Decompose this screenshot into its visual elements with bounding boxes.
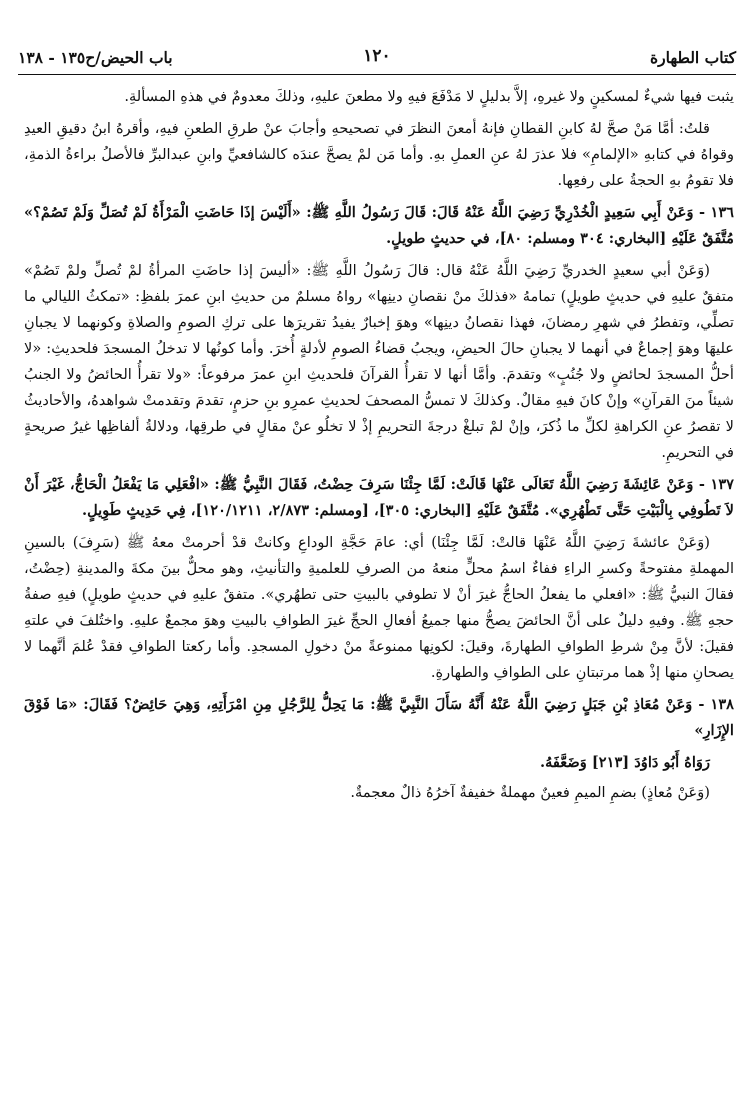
- hadith-text: وَعَنْ أَبِي سَعِيدٍ الْخُدْرِيِّ رَضِيَ اللَّهُ عَنْهُ قَالَ: قَالَ رَسُولُ اللَّهِ ﷺ: «أَلَيْسَ إذَا حَاضَتِ الْمَرْأَةُ لَمْ تُصَلِّ وَلَمْ تَصُمْ؟» مُتَّفَقٌ عَلَيْهِ [البخاري: ٣٠٤ ومسلم: ٨٠]، في حديثٍ طويلٍ.: [24, 204, 734, 247]
- hadith-number: ١٣٨ -: [698, 696, 734, 713]
- hadith-number: ١٣٦ -: [698, 204, 734, 221]
- paragraph-text: يثبت فيها شيءٌ لمسكينٍ ولا غيرهِ، إلاَّ بدليلٍ لا مَدْفَعَ فيهِ ولا مطعنَ عليهِ، وذلكَ معدومٌ في هذهِ المسألةِ.: [124, 88, 734, 105]
- commentary-paragraph: [24, 258, 734, 466]
- page-body: [24, 84, 734, 812]
- book-title: كتاب الطهارة: [650, 48, 736, 67]
- header-divider: [18, 74, 736, 75]
- hadith-text: وَعَنْ مُعَاذِ بْنِ جَبَلٍ رَضِيَ اللَّهُ عَنْهُ أَنَّهُ سَأَلَ النَّبِيَّ ﷺ: مَا يَحِلُّ لِلرَّجُلِ مِنِ امْرَأَتِهِ، وَهِيَ حَائِضٌ؟ فَقَالَ: «مَا فَوْقَ الإِزَارِ»: [24, 696, 734, 739]
- hadith-paragraph: [24, 692, 734, 744]
- hadith-number: ١٣٧ -: [698, 476, 734, 493]
- chapter-range: باب الحيض/ح١٣٥ - ١٣٨: [18, 48, 173, 67]
- commentary-text: (وَعَنْ مُعاذٍ) بضمِ الميمِ فعينٌ مهملةٌ خفيفةٌ آخرُهُ ذالٌ معجمةٌ.: [350, 784, 710, 801]
- page-number: ١٢٠: [363, 46, 391, 66]
- commentary-text: (وَعَنْ أبي سعيدٍ الخدريِّ رَضِيَ اللَّهُ عَنْهُ قال: قالَ رَسُولُ اللَّهِ ﷺ: «أليسَ إذا حاضَتِ المرأةُ لمْ تُصلِّ ولمْ تَصُمْ» متفقٌ عليهِ في حديثٍ طويلٍ) تمامهُ «فذلكَ منْ نقصانِ دينِها» رواهُ مسلمٌ من حديثِ ابنِ عمرَ بلفظِ: «تمكثُ الليالي ما تصلِّي، وتفطرُ في شهرِ رمضانَ، فهذا نقصانُ دينِها» وهوَ إخبارٌ يفيدُ تقريرَها على تركِ الصومِ والصلاةِ وكونهما لا يجبانِ عليهَا وهوَ إجماعٌ في أنهما لا يجبانِ حالَ الحيضِ، ويجبُ قضاءُ الصومِ لأدلةٍ أُخرَ. وأما كونُها لا تدخلُ المسجدَ فلحديثِ: «لا أحلُّ المسجدَ لحائضٍ ولا جُنُبٍ» وتقدمَ. وأمَّا أنها لا تقرأُ القرآنَ فلحديثِ ابنِ عمرَ مرفوعاً: «ولا تقرأُ الحائضُ ولا الجنبُ شيئاً منَ القرآنِ» وإنْ كانَ فيهِ مقالٌ. وكذلكَ لا تمسُّ المصحفَ لحديثِ عمرِو بنِ حزمٍ، تقدمَ وتقدمتْ شواهدهُ، والأحاديثُ لا تقصرُ عنِ الكراهةِ لكلِّ ما ذُكرَ، وإنْ لمْ تبلغْ درجةَ التحريمِ إذْ لا تخلُو عنْ مقالٍ في طرقِها، ودلالةُ ألفاظِها غيرُ صريحةٍ في التحريمِ.: [24, 262, 734, 461]
- hadith-paragraph: [24, 200, 734, 252]
- paragraph: [24, 116, 734, 194]
- source-text: رَوَاهُ أَبُو دَاوُدَ [٢١٣] وَضَعَّفَهُ.: [540, 754, 710, 771]
- hadith-source: [24, 750, 734, 776]
- hadith-text: وَعَنْ عَائِشَةَ رَضِيَ اللَّهُ تَعَالَى عَنْهَا قَالَتْ: لَمَّا جِئْنَا سَرِفَ حِضْتُ، فَقَالَ النَّبِيُّ ﷺ: «افْعَلِي مَا يَفْعَلُ الْحَاجُّ، غَيْرَ أَنْ لاَ تَطُوفِي بِالْبَيْتِ حَتَّى تَطْهُرِي». مُتَّفَقٌ عَلَيْهِ [البخاري: ٣٠٥]، [ومسلم: ٢/٨٧٣، ١٢٠/١٢١١]، فِي حَدِيثٍ طَوِيلٍ.: [24, 476, 734, 519]
- commentary-paragraph: [24, 780, 734, 806]
- paragraph-text: قلتُ: أمَّا مَنْ صحَّ لهُ كابنِ القطانِ فإنهُ أمعنَ النظرَ في تصحيحهِ وأجابَ عنْ طرقِ الطعنِ فيهِ، وأقرهُ ابنُ دقيقِ العيدِ وقواهُ في كتابهِ «الإلمامِ» فلا عذرَ لهُ عنِ العملِ بهِ. وأما مَن لمْ يصحَّ عندَه كالشافعيِّ وابنِ عبدالبرِّ فالأصلُ براءةُ الذمةِ، فلا تقومُ بهِ الحجةُ على رفعِها.: [24, 120, 734, 189]
- paragraph: [24, 84, 734, 110]
- commentary-text: (وَعَنْ عائشةَ رَضِيَ اللَّهُ عَنْهَا قالتْ: لَمَّا جِئْنَا) أي: عامَ حَجَّةِ الوداعِ وكانتْ قدْ أحرمتْ معهُ ﷺ (سَرِفَ) بالسينِ المهملةِ مفتوحةً وكسرِ الراءِ ففاءٌ اسمُ محلٍّ منعهُ من الصرفِ للعلميةِ والتأنيثِ، وهو محلٌّ بينَ مكةَ والمدينةِ (حِضْتُ، فقالَ النبيُّ ﷺ: «افعلي ما يفعلُ الحاجُّ غيرَ أنْ لا تطوفي بالبيتِ حتى تطهُري». متفقٌ عليهِ في حديثٍ طويلٍ) فيهِ صفةُ حجهِ ﷺ. وفيهِ دليلٌ على أنَّ الحائضَ يصحُّ منها جميعُ أفعالِ الحجِّ غيرَ الطوافِ بالبيتِ وهوَ مجمعٌ عليهِ. واختُلفَ في علتهِ فقيلَ: لأنَّ مِنْ شرطِ الطوافِ الطهارةَ، وقيلَ: لكونِها ممنوعةً منْ دخولِ المسجدِ. وأما ركعتا الطوافِ فقدْ عُلمَ أنَّهما لا يصحانِ منها إذْ هما مرتبتانِ على الطوافِ والطهارةِ.: [24, 534, 734, 681]
- page-header: [18, 40, 736, 74]
- commentary-paragraph: [24, 530, 734, 686]
- hadith-paragraph: [24, 472, 734, 524]
